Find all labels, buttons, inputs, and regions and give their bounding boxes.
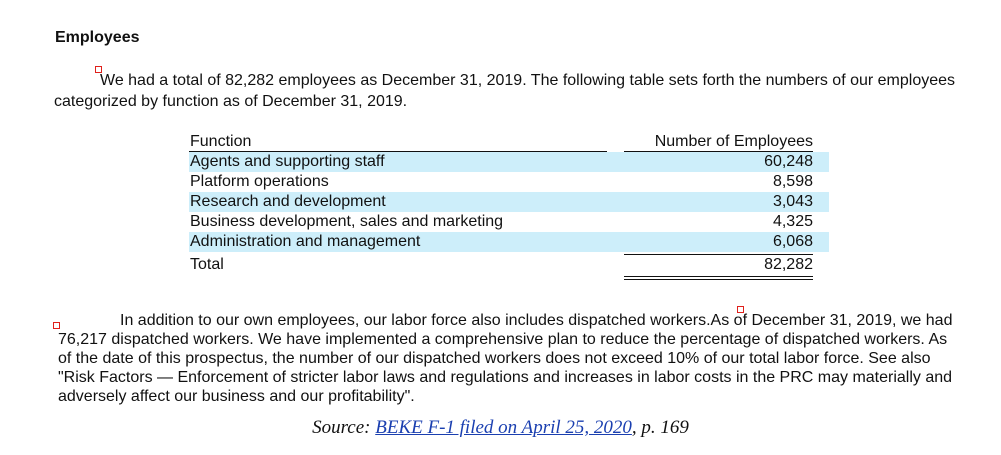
row-count: 4,325 [772,213,813,230]
row-function: Research and development [190,193,386,210]
total-double-rule [624,279,813,280]
total-label: Total [190,256,224,273]
total-value: 82,282 [764,256,813,273]
row-count: 6,068 [772,233,813,250]
employees-table [189,132,829,276]
table-total-row [189,254,829,276]
source-link[interactable]: BEKE F-1 filed on April 25, 2020 [375,417,632,438]
source-prefix: Source: [312,417,376,438]
row-count: 3,043 [772,193,813,210]
section-heading: Employees [55,29,140,46]
row-function: Agents and supporting staff [190,153,385,170]
total-rule-top [624,254,813,255]
table-row [189,212,829,232]
column-header-number: Number of Employees [654,133,813,150]
row-function: Platform operations [190,173,329,190]
para2-first-sentence: In addition to our own employees, our labor force also includes dispatched workers. [120,312,711,329]
intro-paragraph: We had a total of 82,282 employees as December 31, 2019. The following table sets forth the numbers of our employees categorized by function as of December 31, 2019. [54,72,956,110]
para2-rest: As of December 31, 2019, we had 76,217 dispatched workers. We have implemented a comprehensive plan to reduce the percentage of dispatched workers. As of the date of this prospectus, the number of our dispatched workers does not exceed 10% of our total labor force. See also "Risk Factors — Enforcement of stricter labor laws and regulations and increases in labor costs in the PRC may materially and adversely affect our business and our profitability". [58,312,953,405]
table-row [189,192,829,212]
table-row [189,232,829,252]
row-count: 8,598 [772,173,813,190]
table-header [189,132,829,152]
row-count: 60,248 [764,153,813,170]
dispatched-workers-paragraph [58,311,958,406]
row-function: Business development, sales and marketing [190,213,504,230]
total-double-rule [624,276,813,277]
column-header-function: Function [190,133,252,150]
row-function: Administration and management [190,233,421,250]
source-citation [0,417,1001,439]
table-row [189,152,829,172]
table-row [189,172,829,192]
source-suffix: , p. 169 [631,417,689,438]
